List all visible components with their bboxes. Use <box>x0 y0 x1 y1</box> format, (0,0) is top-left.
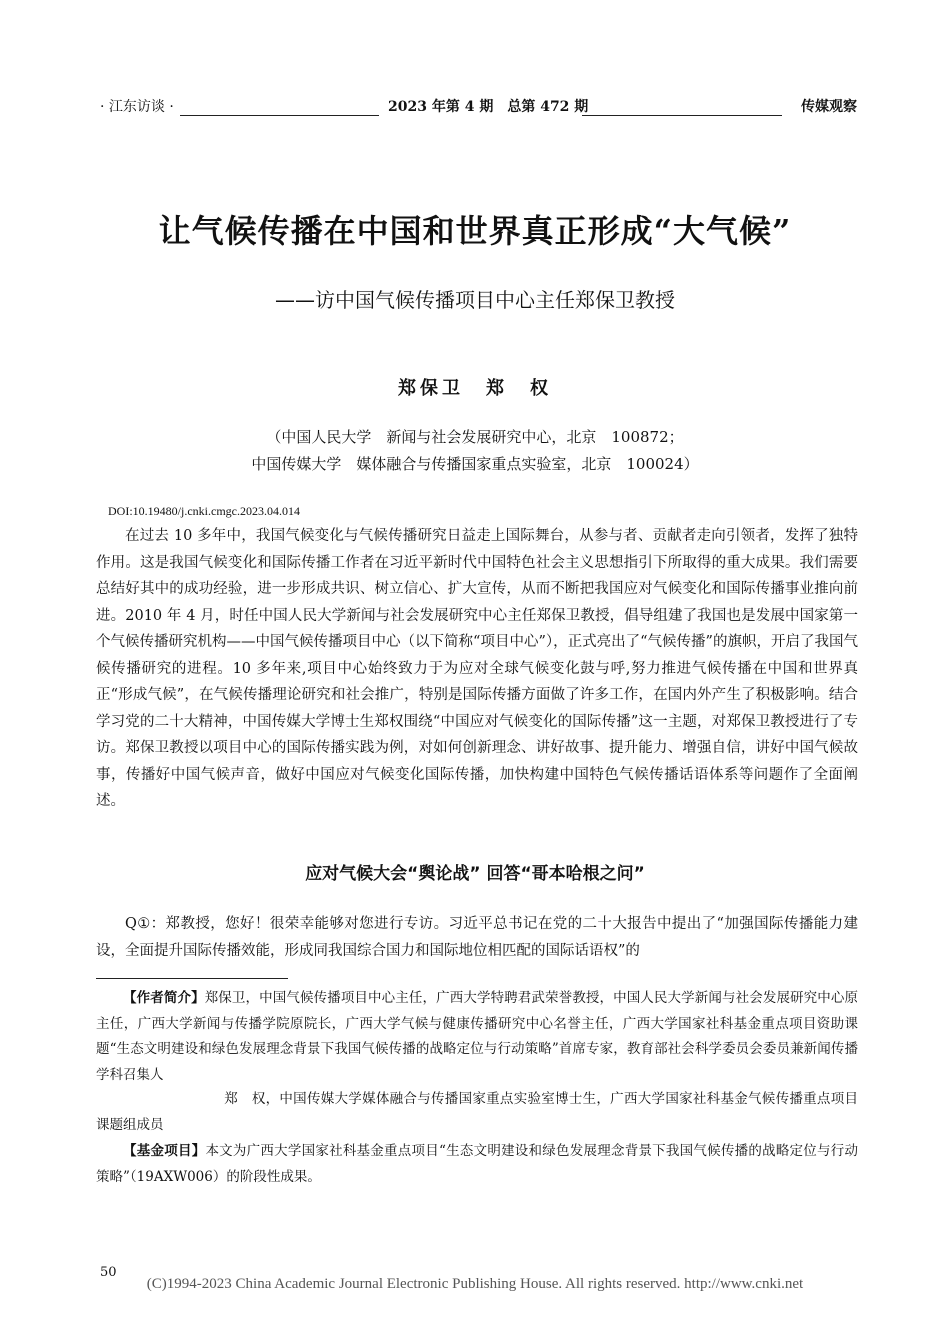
author-bio-2: 郑 权，中国传媒大学媒体融合与传播国家重点实验室博士生，广西大学国家社科基金气候传播重点项目课题组成员 <box>96 1091 858 1133</box>
section-heading: 应对气候大会“舆论战” 回答“哥本哈根之问” <box>305 864 645 884</box>
author-names: 郑保卫 郑 权 <box>398 378 552 399</box>
affiliation-1: （中国人民大学 新闻与社会发展研究中心，北京 100872； <box>266 428 684 446</box>
header-rule-left <box>180 115 379 116</box>
journal-section-label: · 江东访谈 · <box>100 99 174 115</box>
fund-label: 【基金项目】 <box>123 1143 206 1159</box>
copyright-notice: (C)1994-2023 China Academic Journal Electronic Publishing House. All rights reserved. http://www.cnki.net <box>146 1276 804 1292</box>
author-bio-1: 郑保卫，中国气候传播项目中心主任，广西大学特聘君武荣誉教授，中国人民大学新闻与社会发展研究中心原主任，广西大学新闻与传播学院原院长，广西大学气候与健康传播研究中心名誉主任，广西大学国家社科基金重点项目资助课题“生态文明建设和绿色发展理念背景下我国气候传播的战略定位与行动策略”首席专家，教育部社会科学委员会委员兼新闻传播学科召集人 <box>96 990 859 1083</box>
fund-note <box>96 1139 858 1190</box>
issue-info: 2023 年第 4 期 总第 472 期 <box>388 99 589 115</box>
column-name: 传媒观察 <box>801 99 857 115</box>
page-number: 50 <box>100 1265 117 1280</box>
footnote-rule <box>96 978 288 979</box>
question-1-paragraph: Q①：郑教授，您好！很荣幸能够对您进行专访。习近平总书记在党的二十大报告中提出了“加强国际传播能力建设，全面提升国际传播效能，形成同我国综合国力和国际地位相匹配的国际话语权”的 <box>96 916 858 959</box>
author-bio-note <box>96 986 858 1088</box>
fund-text: 本文为广西大学国家社科基金重点项目“生态文明建设和绿色发展理念背景下我国气候传播的战略定位与行动策略”（19AXW006）的阶段性成果。 <box>96 1143 859 1185</box>
intro-paragraph: 在过去 10 多年中，我国气候变化与气候传播研究日益走上国际舞台，从参与者、贡献者走向引领者，发挥了独特作用。这是我国气候变化和国际传播工作者在习近平新时代中国特色社会主义思想指引下所取得的重大成果。我们需要总结好其中的成功经验，进一步形成共识、树立信心、扩大宣传，从而不断把我国应对气候变化和国际传播事业推向前进。2010 年 4 月，时任中国人民大学新闻与社会发展研究中心主任郑保卫教授，倡导组建了我国也是发展中国家第一个气候传播研究机构——中国气候传播项目中心（以下简称“项目中心”），正式亮出了“气候传播”的旗帜，开启了我国气候传播研究的进程。10 多年来,项目中心始终致力于为应对全球气候变化鼓与呼,努力推进气候传播在中国和世界真正“形成气候”，在气候传播理论研究和社会推广，特别是国际传播方面做了许多工作，在国内外产生了积极影响。结合学习党的二十大精神，中国传媒大学博士生郑权围绕“中国应对气候变化的国际传播”这一主题，对郑保卫教授进行了专访。郑保卫教授以项目中心的国际传播实践为例，对如何创新理念、讲好故事、提升能力、增强自信，讲好中国气候故事，传播好中国气候声音，做好中国应对气候变化国际传播，加快构建中国特色气候传播话语体系等问题作了全面阐述。 <box>96 528 858 809</box>
author-bio-label: 【作者简介】 <box>123 990 205 1006</box>
doi: DOI:10.19480/j.cnki.cmgc.2023.04.014 <box>108 504 300 518</box>
header-rule-right <box>582 115 782 116</box>
affiliation-2: 中国传媒大学 媒体融合与传播国家重点实验室，北京 100024） <box>251 455 699 473</box>
article-title: 让气候传播在中国和世界真正形成“大气候” <box>158 212 792 250</box>
article-subtitle: ——访中国气候传播项目中心主任郑保卫教授 <box>275 288 675 312</box>
